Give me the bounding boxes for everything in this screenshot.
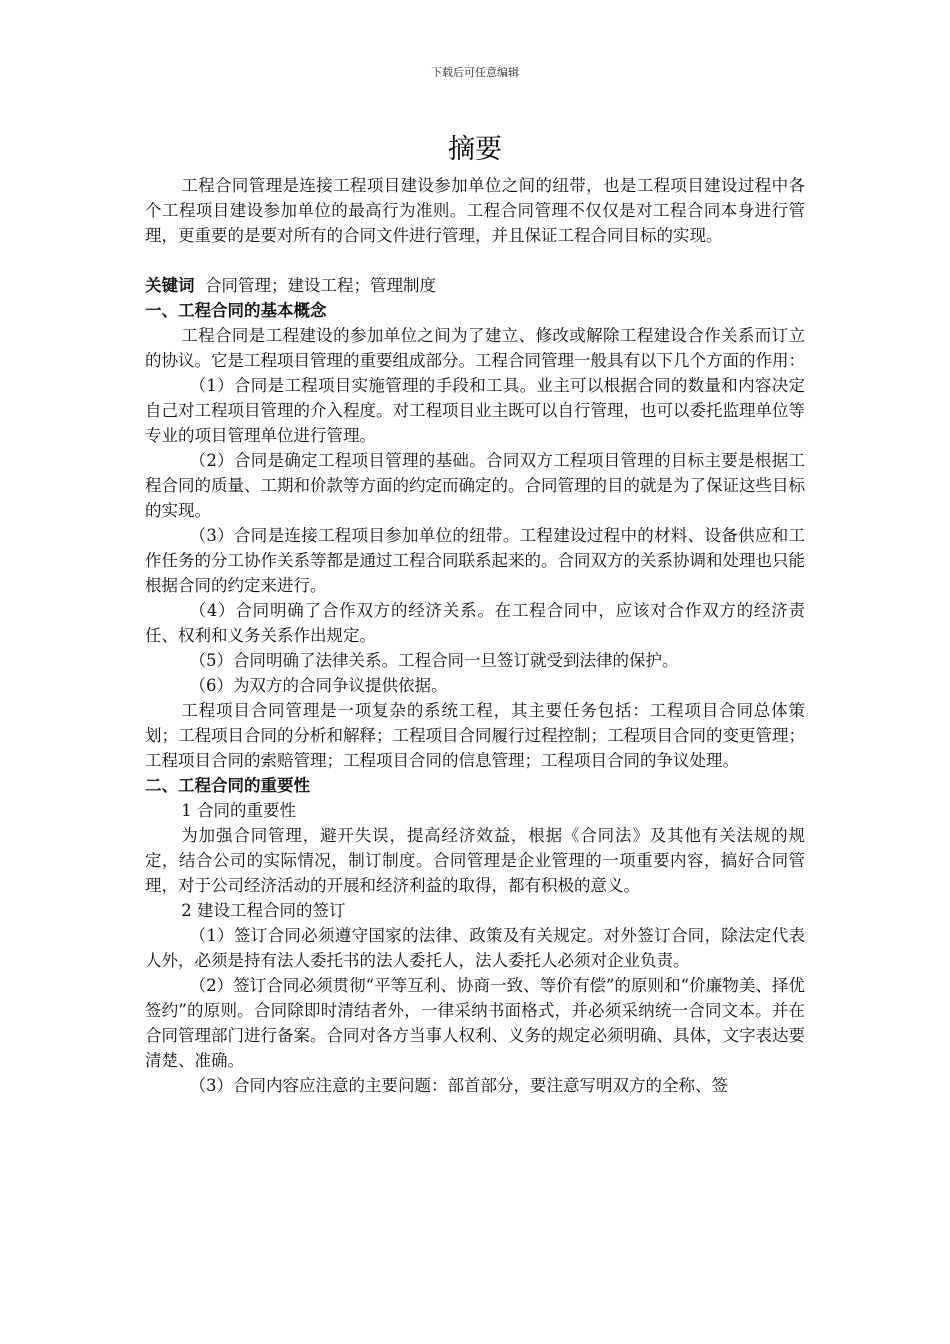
abstract-paragraph: 工程合同管理是连接工程项目建设参加单位之间的纽带，也是工程项目建设过程中各个工程项目建设参加单位的最高行为准则。工程合同管理不仅仅是对工程合同本身进行管理，更重要的是要对所有的合同文件进行管理，并且保证工程合同目标的实现。 [145, 176, 805, 245]
keywords-line [145, 273, 805, 298]
subsection2-item-2: （2）签订合同必须贯彻“平等互利、协商一致、等价有偿”的原则和“价廉物美、择优签约”的原则。合同除即时清结者外，一律采纳书面格式，并必须采纳统一合同文本。并在合同管理部门进行备案。合同对各方当事人权利、义务的规定必须明确、具体，文字表达要清楚、准确。 [145, 976, 805, 1070]
keywords-label: 关键词 [145, 276, 195, 295]
section-heading-1: 一、工程合同的基本概念 [145, 301, 327, 320]
subsection2-item-1: （1）签订合同必须遵守国家的法律、政策及有关规定。对外签订合同，除法定代表人外，必须是持有法人委托书的法人委托人，法人委托人必须对企业负责。 [145, 926, 805, 970]
section-heading-2: 二、工程合同的重要性 [145, 776, 310, 795]
subsection-heading-2: 2 建设工程合同的签订 [181, 901, 346, 920]
subsection-heading-1: 1 合同的重要性 [181, 801, 297, 820]
subsection1-text: 为加强合同管理，避开失误，提高经济效益，根据《合同法》及其他有关法规的规定，结合公司的实际情况，制订制度。合同管理是企业管理的一项重要内容，搞好合同管理，对于公司经济活动的开展和经济利益的取得，都有积极的意义。 [145, 826, 805, 895]
section1-item-5: （5）合同明确了法律关系。工程合同一旦签订就受到法律的保护。 [189, 651, 679, 670]
keywords-text: 合同管理；建设工程；管理制度 [205, 276, 436, 295]
section1-intro: 工程合同是工程建设的参加单位之间为了建立、修改或解除工程建设合作关系而订立的协议。它是工程项目管理的重要组成部分。工程合同管理一般具有以下几个方面的作用： [145, 326, 805, 370]
section1-item-4: （4）合同明确了合作双方的经济关系。在工程合同中，应该对合作双方的经济责任、权利和义务关系作出规定。 [145, 601, 805, 645]
subsection2-item-3: （3）合同内容应注意的主要问题：部首部分，要注意写明双方的全称、签 [189, 1076, 729, 1095]
header-note: 下载后可任意编辑 [431, 66, 519, 79]
section1-item-6: （6）为双方的合同争议提供依据。 [189, 676, 448, 695]
section1-item-3: （3）合同是连接工程项目参加单位的纽带。工程建设过程中的材料、设备供应和工作任务的分工协作关系等都是通过工程合同联系起来的。合同双方的关系协调和处理也只能根据合同的约定来进行。 [145, 526, 805, 595]
document-body [145, 173, 805, 1098]
section1-item-2: （2）合同是确定工程项目管理的基础。合同双方工程项目管理的目标主要是根据工程合同的质量、工期和价款等方面的约定而确定的。合同管理的目的就是为了保证这些目标的实现。 [145, 451, 805, 520]
section1-item-1: （1）合同是工程项目实施管理的手段和工具。业主可以根据合同的数量和内容决定自己对工程项目管理的介入程度。对工程项目业主既可以自行管理，也可以委托监理单位等专业的项目管理单位进行管理。 [145, 376, 805, 445]
page-title: 摘要 [448, 134, 502, 165]
paragraph-spacer [145, 248, 805, 273]
section1-summary: 工程项目合同管理是一项复杂的系统工程，其主要任务包括：工程项目合同总体策划；工程项目合同的分析和解释；工程项目合同履行过程控制；工程项目合同的变更管理；工程项目合同的索赔管理；工程项目合同的信息管理；工程项目合同的争议处理。 [145, 701, 805, 770]
